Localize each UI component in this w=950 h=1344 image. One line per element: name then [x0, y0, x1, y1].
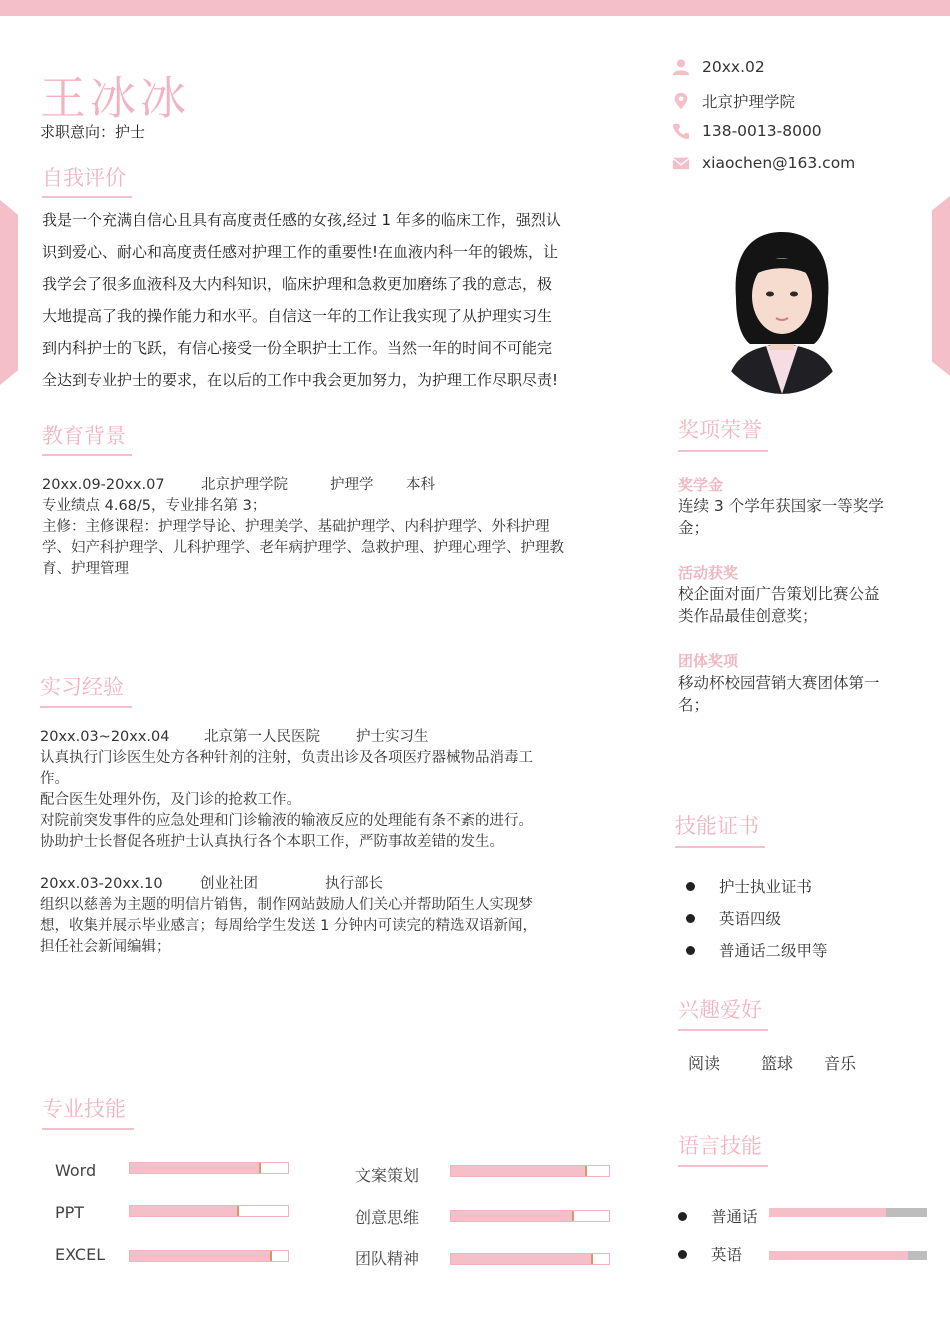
certificate-label: 护士执业证书 — [719, 878, 813, 896]
skills-underline — [42, 1128, 134, 1130]
job-line: 协助护士长督促各班护士认真执行各个本职工作，严防事故差错的发生。 — [40, 834, 504, 850]
bullet-dot-icon — [678, 1250, 687, 1259]
education-title: 教育背景 — [42, 424, 126, 448]
language-item — [678, 1243, 742, 1265]
award-category: 团体奖项 — [678, 652, 739, 670]
top-accent-bar — [0, 0, 950, 16]
award-text — [678, 495, 913, 539]
left-accent-tab — [0, 200, 18, 385]
job-role: 执行部长 — [325, 876, 383, 892]
self-eval-text — [42, 204, 627, 396]
candidate-name: 王冰冰 — [40, 71, 190, 125]
skill-fill — [130, 1163, 261, 1173]
skill-bar — [129, 1250, 289, 1262]
bullet-dot-icon — [686, 914, 695, 923]
awards-title: 奖项荣誉 — [678, 418, 762, 442]
skill-label: EXCEL — [55, 1245, 106, 1264]
skill-bar — [450, 1165, 610, 1177]
award-line: 名； — [678, 696, 710, 714]
language-bar — [769, 1251, 927, 1260]
education-line: 主修：主修课程：护理学导论、护理美学、基础护理学、内科护理学、外科护理 — [42, 519, 550, 535]
birth-text: 20xx.02 — [702, 58, 765, 76]
language-item — [678, 1205, 758, 1227]
self-eval-underline — [42, 196, 132, 198]
certificate-item — [686, 939, 828, 961]
skills-title: 专业技能 — [42, 1097, 126, 1121]
skill-label: Word — [55, 1161, 97, 1180]
certificate-label: 英语四级 — [719, 910, 782, 928]
skill-bar — [450, 1253, 610, 1265]
award-line: 连续 3 个学年获国家一等奖学 — [678, 497, 884, 515]
hobbies-title: 兴趣爱好 — [678, 998, 762, 1022]
profile-photo — [706, 218, 858, 394]
job-line: 担任社会新闻编辑； — [40, 939, 171, 955]
language-label: 普通话 — [711, 1208, 758, 1226]
job-org: 创业社团 — [200, 876, 258, 892]
internship-title: 实习经验 — [40, 675, 124, 699]
phone-icon — [672, 122, 690, 140]
job-period: 20xx.03~20xx.04 — [40, 729, 170, 745]
education-line: 专业绩点 4.68/5，专业排名第 3； — [42, 498, 267, 514]
hobbies-underline — [678, 1029, 768, 1031]
certificate-item — [686, 907, 781, 929]
languages-title: 语言技能 — [678, 1134, 762, 1158]
hobby-item: 阅读 — [688, 1054, 721, 1073]
skill-fill — [130, 1206, 239, 1216]
education-underline — [42, 454, 132, 456]
internship-underline — [40, 706, 132, 708]
award-category: 活动获奖 — [678, 564, 739, 582]
self-eval-title: 自我评价 — [42, 166, 126, 190]
skill-fill — [130, 1251, 272, 1261]
certificate-label: 普通话二级甲等 — [719, 942, 828, 960]
job-line: 对院前突发事件的应急处理和门诊输液的输液反应的处理能有条不紊的进行。 — [40, 813, 533, 829]
location-pin-icon — [672, 92, 690, 110]
certificates-underline — [675, 846, 765, 848]
skill-fill — [451, 1254, 593, 1264]
contact-phone — [672, 122, 822, 140]
job-line: 认真执行门诊医生处方各种针剂的注射，负责出诊及各项医疗器械物品消毒工 — [40, 750, 533, 766]
email-text: xiaochen@163.com — [702, 154, 856, 172]
award-line: 校企面对面广告策划比赛公益 — [678, 585, 880, 603]
school-text: 北京护理学院 — [702, 93, 796, 111]
internship-job-1 — [40, 727, 595, 853]
self-eval-line: 到内科护士的飞跃，有信心接受一份全职护士工作。当然一年的时间不可能完 — [42, 339, 553, 357]
skill-label: PPT — [55, 1203, 85, 1222]
skill-label: 创意思维 — [355, 1208, 420, 1227]
job-line: 配合医生处理外伤，及门诊的抢救工作。 — [40, 792, 301, 808]
skill-label: 团队精神 — [355, 1249, 420, 1268]
education-school: 北京护理学院 — [201, 477, 288, 493]
skill-fill — [451, 1166, 587, 1176]
bullet-dot-icon — [678, 1212, 687, 1221]
education-line: 学、妇产科护理学、儿科护理学、老年病护理学、急救护理、护理心理学、护理教 — [42, 540, 564, 556]
self-eval-line: 我是一个充满自信心且具有高度责任感的女孩,经过 1 年多的临床工作，强烈认 — [42, 211, 561, 229]
award-text — [678, 583, 913, 627]
skill-fill — [451, 1211, 574, 1221]
certificate-item — [686, 875, 812, 897]
education-row — [42, 475, 597, 496]
award-line: 类作品最佳创意奖； — [678, 607, 818, 625]
skill-bar — [450, 1210, 610, 1222]
skill-bar — [129, 1162, 289, 1174]
skill-bar — [129, 1205, 289, 1217]
awards-underline — [678, 450, 768, 452]
job-intent: 求职意向：护士 — [40, 123, 146, 141]
languages-underline — [678, 1165, 768, 1167]
education-degree: 本科 — [406, 477, 435, 493]
hobby-item: 音乐 — [824, 1054, 857, 1073]
bullet-dot-icon — [686, 882, 695, 891]
award-line: 金； — [678, 519, 710, 537]
certificates-title: 技能证书 — [675, 814, 759, 838]
job-role: 护士实习生 — [356, 729, 429, 745]
bullet-dot-icon — [686, 946, 695, 955]
award-category: 奖学金 — [678, 476, 724, 494]
job-line: 作。 — [40, 771, 69, 787]
internship-job-row — [40, 874, 595, 895]
language-label: 英语 — [711, 1246, 743, 1264]
contact-email — [672, 154, 855, 172]
education-block — [42, 475, 597, 580]
education-period: 20xx.09-20xx.07 — [42, 477, 165, 493]
language-fill — [769, 1251, 908, 1260]
hobby-item: 篮球 — [761, 1054, 794, 1073]
job-period: 20xx.03-20xx.10 — [40, 876, 163, 892]
contact-school — [672, 90, 795, 112]
job-line: 组织以慈善为主题的明信片销售，制作网站鼓励人们关心并帮助陌生人实现梦 — [40, 897, 533, 913]
contact-birth — [672, 58, 765, 76]
skill-label: 文案策划 — [355, 1166, 420, 1185]
language-fill — [769, 1208, 886, 1217]
person-icon — [672, 58, 690, 76]
mail-icon — [672, 154, 690, 172]
self-eval-line: 大地提高了我的操作能力和水平。自信这一年的工作让我实现了从护理实习生 — [42, 307, 553, 325]
self-eval-line: 全达到专业护士的要求，在以后的工作中我会更加努力，为护理工作尽职尽责! — [42, 371, 559, 389]
education-major: 护理学 — [330, 477, 374, 493]
self-eval-line: 识到爱心、耐心和高度责任感对护理工作的重要性!在血液内科一年的锻炼，让 — [42, 243, 559, 261]
award-line: 移动杯校园营销大赛团体第一 — [678, 674, 880, 692]
internship-job-2 — [40, 874, 595, 958]
education-line: 育、护理管理 — [42, 561, 129, 577]
job-line: 想，收集并展示毕业感言；每周给学生发送 1 分钟内可读完的精选双语新闻， — [40, 918, 537, 934]
right-accent-tab — [932, 196, 950, 376]
self-eval-line: 我学会了很多血液科及大内科知识，临床护理和急救更加磨练了我的意志，极 — [42, 275, 553, 293]
internship-job-row — [40, 727, 595, 748]
award-text — [678, 672, 913, 716]
phone-text: 138-0013-8000 — [702, 122, 822, 140]
job-org: 北京第一人民医院 — [204, 729, 320, 745]
language-bar — [769, 1208, 927, 1217]
